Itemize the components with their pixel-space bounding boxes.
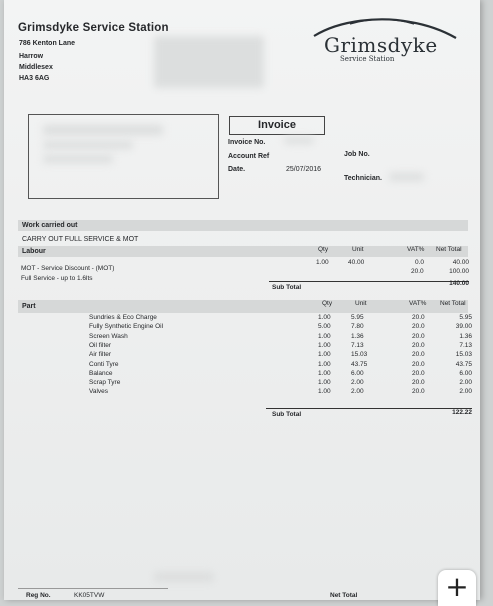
labour-heading-bar [18, 246, 468, 257]
plus-icon: + [445, 570, 469, 603]
address-postcode: HA3 6AG [19, 75, 50, 82]
parts-row-unit: 7.80 [351, 323, 364, 331]
parts-row-unit: 15.03 [351, 351, 368, 359]
parts-row-net: 39.00 [455, 323, 472, 331]
parts-row-qty: 1.00 [318, 351, 331, 359]
redacted-area [43, 141, 133, 149]
customer-address-box [28, 114, 219, 199]
job-no-label: Job No. [344, 151, 370, 158]
parts-row-net: 1.36 [459, 332, 472, 340]
labour-col-unit: Unit [352, 246, 364, 253]
redacted-area [154, 36, 264, 88]
parts-row-unit: 5.95 [351, 314, 364, 321]
parts-row-vat: 20.0 [412, 323, 425, 331]
footer-rule [18, 588, 168, 589]
address-line-1: 786 Kenton Lane [19, 40, 76, 47]
logo-wordmark: Grimsdyke [324, 33, 438, 57]
redacted-area [43, 125, 163, 135]
parts-row-qty: 1.00 [318, 341, 331, 349]
redacted-area [43, 155, 113, 163]
parts-row-vat: 20.0 [412, 351, 425, 359]
parts-row-vat: 20.0 [412, 332, 425, 340]
parts-row-unit: 6.00 [351, 369, 364, 377]
labour-subtotal-label: Sub Total [272, 284, 302, 291]
net-total-label: Net Total [330, 592, 358, 599]
parts-row-net: 2.00 [459, 379, 472, 387]
invoice-title: Invoice [229, 116, 325, 135]
parts-row-unit: 2.00 [351, 379, 364, 387]
parts-subtotal-value: 122.22 [452, 409, 472, 416]
reg-no-label: Reg No. [26, 592, 51, 599]
parts-row-qty: 1.00 [318, 314, 331, 321]
parts-row-vat: 20.0 [412, 360, 425, 368]
parts-row-qty: 1.00 [318, 360, 331, 368]
parts-row-desc: Fully Synthetic Engine Oil [89, 323, 164, 331]
parts-row-desc: Screen Wash [89, 332, 128, 340]
parts-row-desc: Valves [89, 388, 109, 396]
parts-col-unit: Unit [355, 300, 367, 307]
labour-col-qty: Qty [318, 246, 329, 253]
parts-row-unit: 43.75 [351, 360, 368, 368]
account-ref-label: Account Ref [228, 153, 270, 160]
parts-row-desc: Air filter [89, 351, 112, 359]
reg-no-value: KK05TVW [74, 592, 105, 599]
company-name: Grimsdyke Service Station [18, 22, 169, 34]
parts-heading: Part [22, 303, 36, 310]
parts-row-vat: 20.0 [412, 314, 425, 321]
date-value: 25/07/2016 [286, 166, 322, 173]
labour-col-net: Net Total [436, 246, 462, 253]
parts-row-net: 2.00 [459, 388, 472, 396]
parts-heading-bar [18, 300, 468, 313]
parts-row-desc: Conti Tyre [89, 360, 119, 368]
parts-subtotal-label: Sub Total [272, 411, 302, 418]
parts-row-qty: 1.00 [318, 379, 331, 387]
parts-row-qty: 1.00 [318, 388, 331, 396]
parts-row-desc: Sundries & Eco Charge [89, 314, 157, 321]
redacted-area [284, 137, 314, 144]
parts-row-qty: 1.00 [318, 332, 331, 340]
add-button[interactable] [438, 570, 476, 606]
work-heading-bar [18, 220, 468, 231]
labour-subtotal-value: 140.00 [449, 280, 469, 287]
parts-row-vat: 20.0 [412, 379, 425, 387]
parts-col-vat: VAT% [409, 300, 427, 307]
date-label: Date. [228, 166, 246, 173]
parts-row-vat: 20.0 [412, 369, 425, 377]
parts-row-desc: Oil filter [89, 341, 112, 349]
labour-row-net: 40.00 [452, 259, 469, 266]
parts-col-net: Net Total [440, 300, 466, 307]
parts-row-vat: 20.0 [412, 388, 425, 396]
parts-row-desc: Scrap Tyre [89, 379, 121, 387]
parts-row-net: 43.75 [455, 360, 472, 368]
labour-heading: Labour [22, 248, 46, 255]
parts-row-net: 6.00 [459, 369, 472, 377]
parts-row-net: 5.95 [459, 314, 472, 321]
parts-row-net: 15.03 [455, 351, 472, 359]
parts-row-net: 7.13 [459, 341, 472, 349]
work-heading: Work carried out [22, 222, 78, 229]
invoice-paper [4, 0, 480, 603]
labour-row-qty: 1.00 [316, 259, 329, 266]
parts-row-qty: 5.00 [318, 323, 331, 331]
labour-row-net: 100.00 [449, 268, 469, 275]
labour-row-desc: MOT - Service Discount - (MOT) [21, 265, 115, 272]
labour-row-vat: 0.0 [415, 259, 425, 266]
logo-tagline: Service Station [340, 55, 395, 63]
labour-col-vat: VAT% [407, 246, 425, 253]
labour-row-vat: 20.0 [411, 268, 424, 275]
address-line-3: Middlesex [19, 64, 53, 71]
labour-row-unit: 40.00 [348, 259, 365, 266]
work-description: CARRY OUT FULL SERVICE & MOT [22, 236, 139, 243]
technician-label: Technician. [344, 175, 382, 182]
parts-row-unit: 1.36 [351, 332, 364, 340]
parts-row-qty: 1.00 [318, 369, 331, 377]
invoice-no-label: Invoice No. [228, 139, 266, 146]
redacted-area [154, 572, 214, 582]
parts-row-vat: 20.0 [412, 341, 425, 349]
parts-col-qty: Qty [322, 300, 333, 307]
parts-row-unit: 7.13 [351, 341, 364, 349]
parts-row-desc: Balance [89, 369, 113, 377]
labour-row-desc: Full Service - up to 1.6lts [21, 275, 93, 282]
redacted-area [389, 173, 424, 181]
parts-row-unit: 2.00 [351, 388, 364, 396]
address-line-2: Harrow [19, 53, 44, 60]
